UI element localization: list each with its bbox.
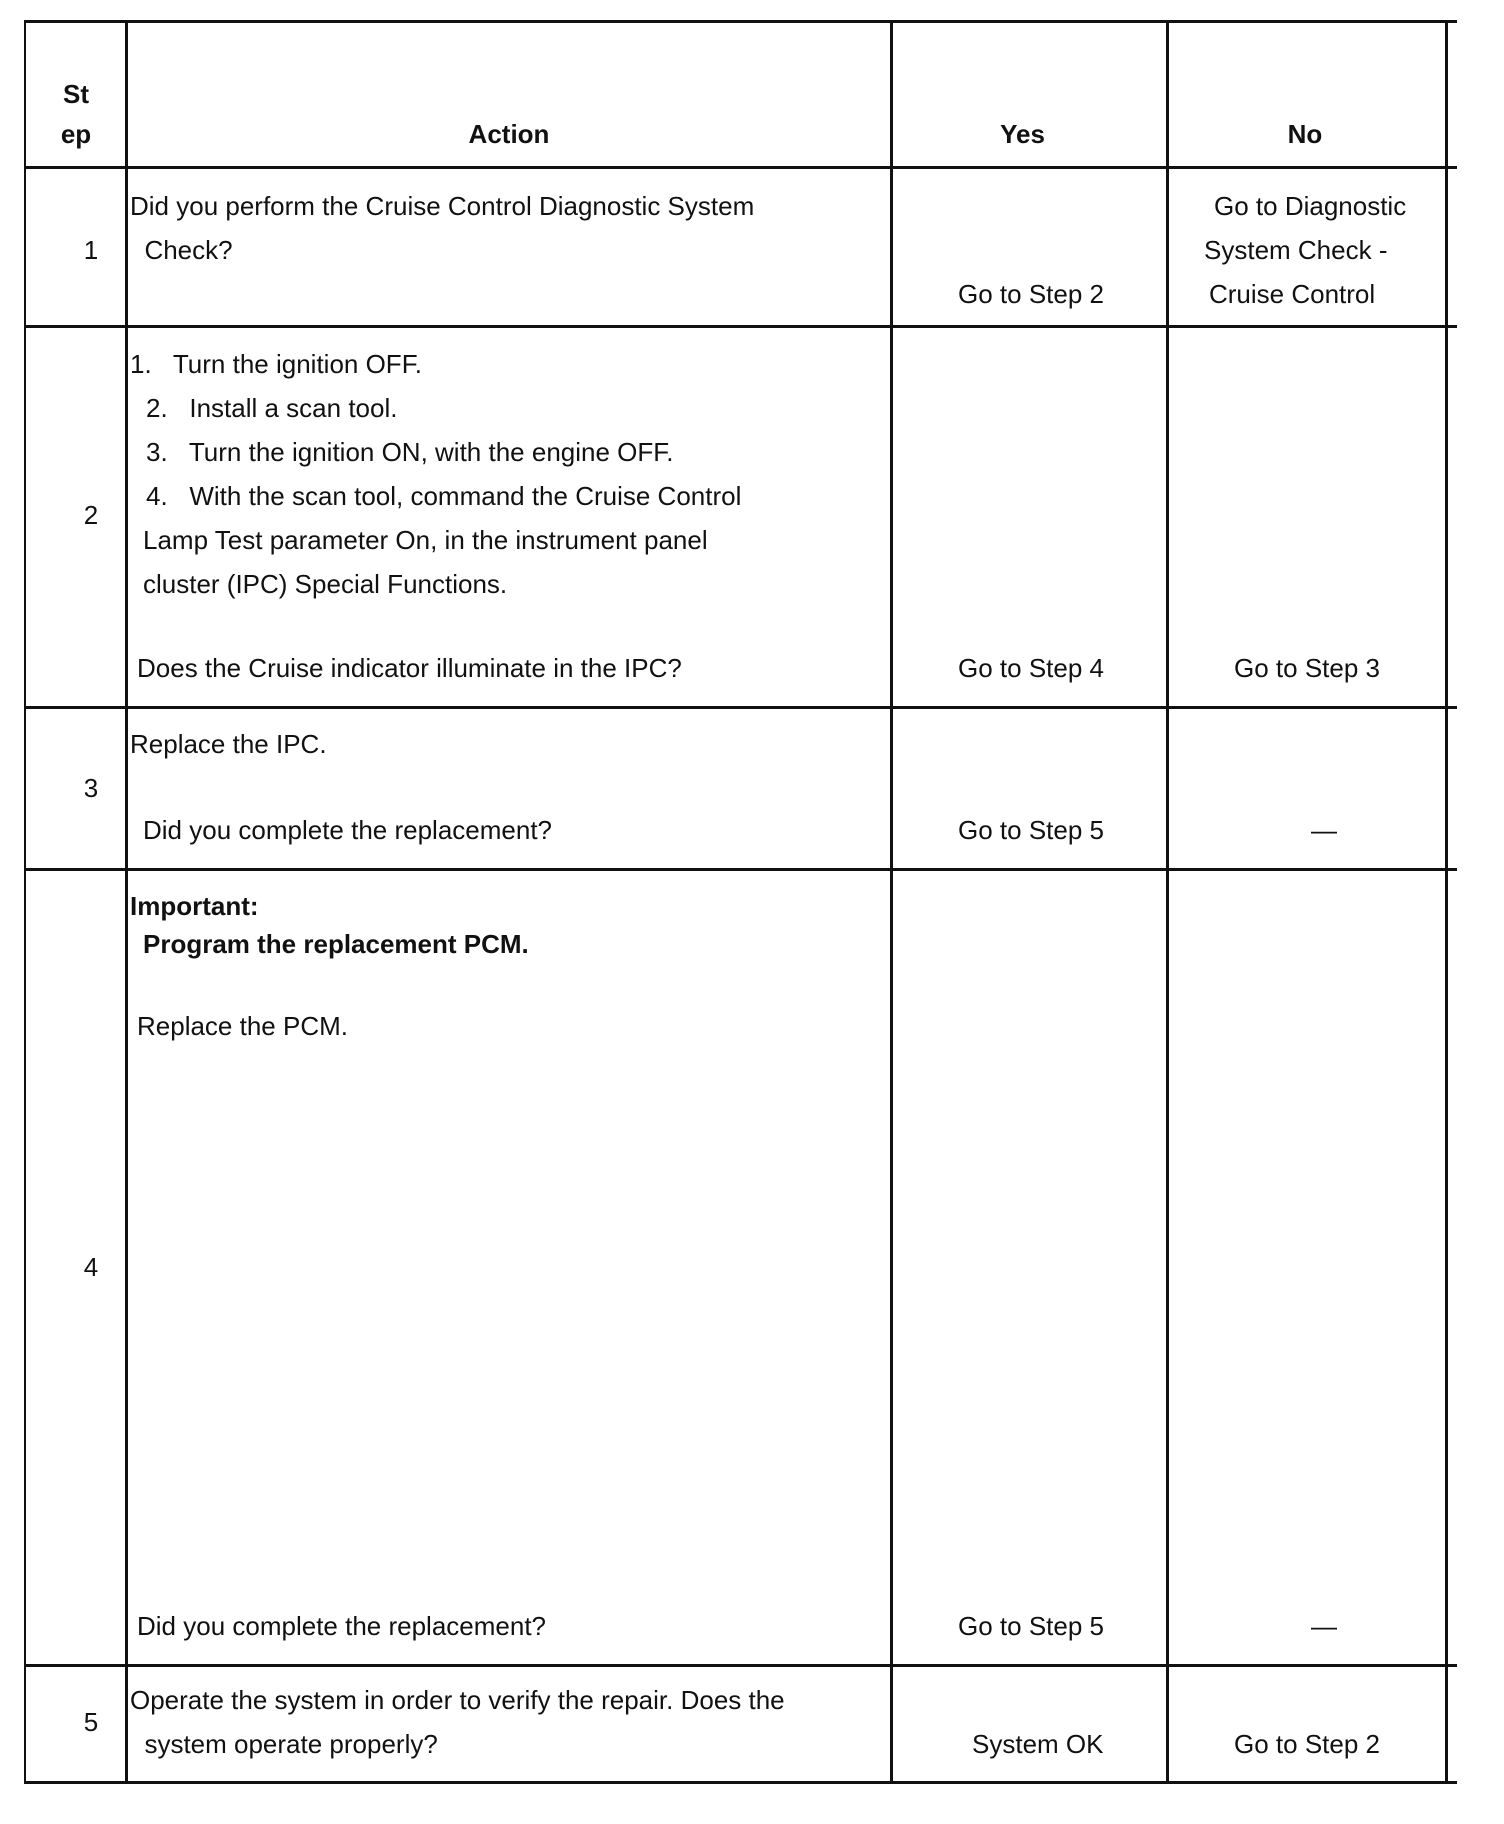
table-border-right [1445, 20, 1448, 1784]
header-divider [24, 166, 1457, 169]
no-result: Go to Step 2 [1234, 1729, 1380, 1759]
header-no: No [1287, 119, 1323, 149]
column-divider-step [125, 20, 128, 1784]
action-line: 4. With the scan tool, command the Cruise Control [146, 481, 742, 511]
row-divider-4 [24, 1664, 1457, 1667]
no-result-line: System Check - [1204, 235, 1388, 265]
step-number: 1 [83, 235, 99, 265]
yes-result: Go to Step 2 [958, 279, 1104, 309]
no-result: Go to Step 3 [1234, 653, 1380, 683]
action-question: Does the Cruise indicator illuminate in the IPC? [137, 653, 682, 683]
step-number: 2 [83, 500, 99, 530]
header-step: St ep [60, 79, 92, 149]
action-line: Lamp Test parameter On, in the instrument panel [143, 525, 708, 555]
action-text: Replace the PCM. [137, 1011, 348, 1041]
no-result: — [1311, 1611, 1337, 1641]
action-question: Did you complete the replacement? [137, 1611, 547, 1641]
no-result: — [1311, 815, 1337, 845]
no-result-line: Go to Diagnostic [1214, 191, 1407, 221]
no-result-line: Cruise Control [1209, 279, 1376, 309]
action-line: 2. Install a scan tool. [146, 393, 398, 423]
action-line: Check? [130, 235, 233, 265]
column-divider-yes [1166, 20, 1169, 1784]
action-line: 3. Turn the ignition ON, with the engine OFF. [146, 437, 674, 467]
action-question: Did you complete the replacement? [143, 815, 553, 845]
action-line: cluster (IPC) Special Functions. [143, 569, 508, 599]
yes-result: Go to Step 4 [958, 653, 1104, 683]
row-divider-1 [24, 325, 1457, 328]
yes-result: Go to Step 5 [958, 1611, 1104, 1641]
action-line: system operate properly? [130, 1729, 438, 1759]
table-border-bottom [24, 1781, 1457, 1784]
step-number: 3 [83, 773, 99, 803]
table-border-top [24, 20, 1457, 23]
row-divider-3 [24, 868, 1457, 871]
step-number: 5 [83, 1707, 99, 1737]
row-divider-2 [24, 706, 1457, 709]
header-yes: Yes [1000, 119, 1045, 149]
yes-result: System OK [972, 1729, 1104, 1759]
important-text: Program the replacement PCM. [143, 929, 529, 959]
header-action: Action [468, 119, 550, 149]
action-line: 1. Turn the ignition OFF. [130, 349, 422, 379]
column-divider-action [890, 20, 893, 1784]
table-border-left [24, 20, 26, 1784]
important-label: Important: [130, 891, 259, 921]
action-text: Replace the IPC. [130, 729, 327, 759]
action-line: Operate the system in order to verify the repair. Does the [130, 1685, 785, 1715]
step-number: 4 [83, 1252, 99, 1282]
action-line: Did you perform the Cruise Control Diagnostic System [130, 191, 755, 221]
yes-result: Go to Step 5 [958, 815, 1104, 845]
